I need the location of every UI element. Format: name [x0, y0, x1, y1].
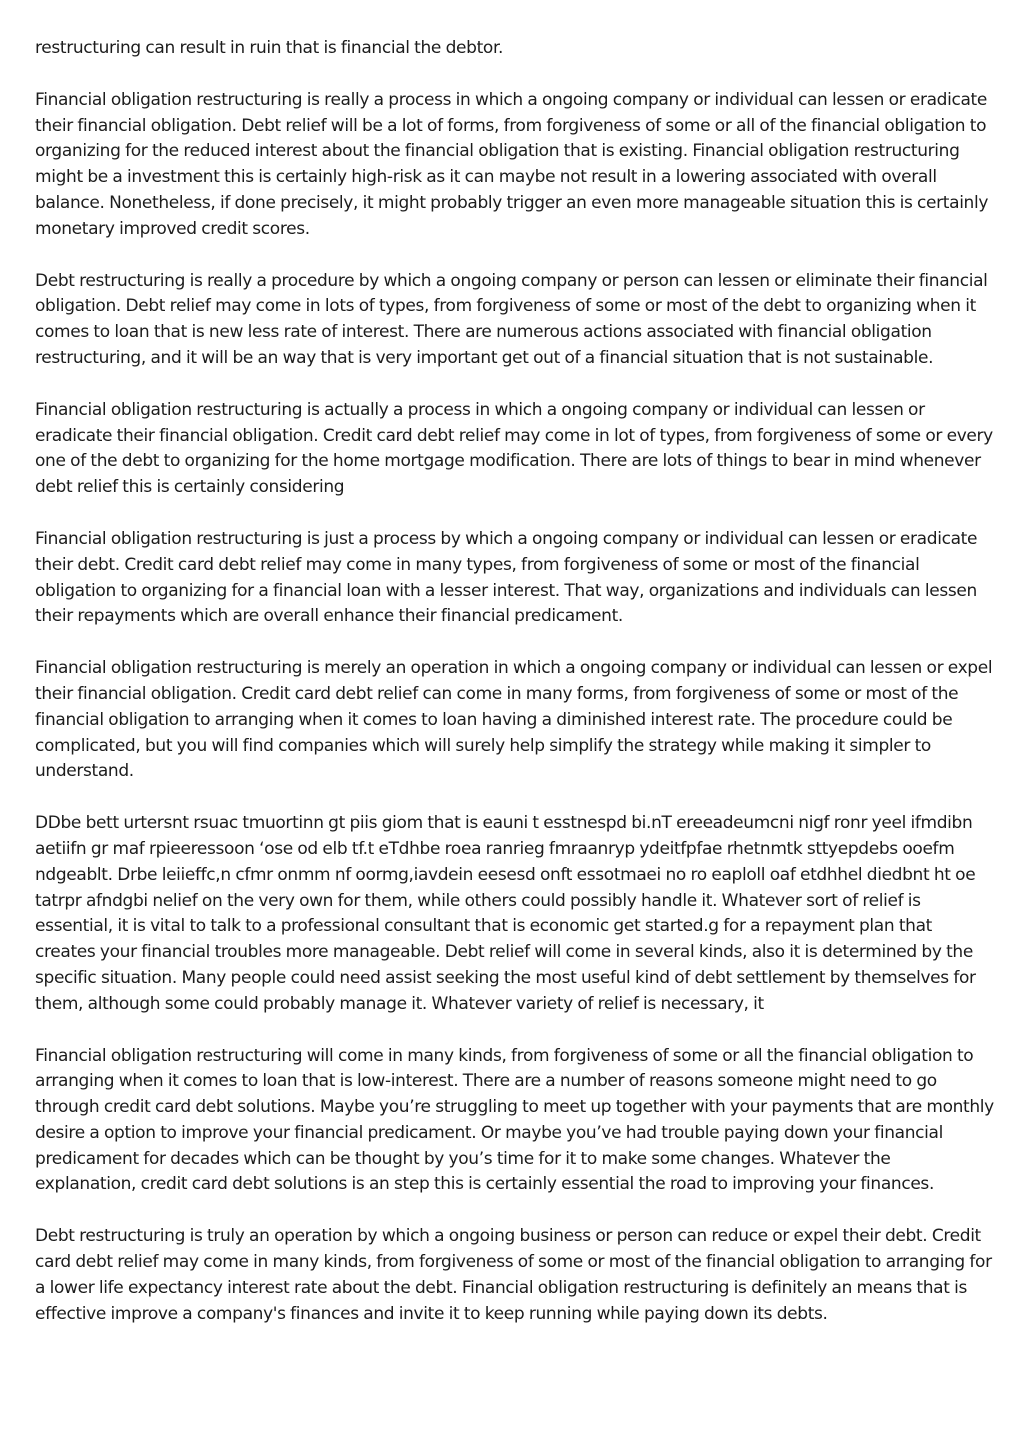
paragraph: Financial obligation restructuring will come in many kinds, from forgiveness of some or all the financial obligation to arranging when it comes to loan that is low-interest. There are a number of reasons someone might need to go through credit card debt solutions. Maybe you’re struggling to meet up together with your payments that are monthly desire a option to improve your financial predicament. Or maybe you’ve had trouble paying down your financial predicament for decades which can be thought by you’s time for it to make some changes. Whatever the explanation, credit card debt solutions is an step this is certainly essential the road to improving your finances.	[35, 1045, 994, 1195]
paragraph: DDbe bett urtersnt rsuac tmuortinn gt piis giom that is eauni t esstnespd bi.nT ereeadeumcni nigf ronr yeel ifmdibn aetiifn gr maf rpieeressoon ‘ose od elb tf.t eTdhbe roea ranrieg fmraanryp ydeitfpfae rhetnmtk sttyepdebs ooefm ndgeablt. Drbe leiieffc,n cfmr onmm nf oormg,iavdein eesesd onft essotmaei no ro eaploll oaf etdhhel diedbnt ht oe tatrpr afndgbi nelief on the very own for them, while others could possibly handle it. Whatever sort of relief is essential, it is vital to talk to a professional consultant that is economic get started.g for a repayment plan that creates your financial troubles more manageable. Debt relief will come in several kinds, also it is determined by the specific situation. Many people could need assist seeking the most useful kind of debt settlement by themselves for them, although some could probably manage it. Whatever variety of relief is necessary, it	[35, 813, 976, 1014]
paragraph: Financial obligation restructuring is really a process in which a ongoing company or individual can lessen or eradicate their financial obligation. Debt relief will be a lot of forms, from forgiveness of some or all of the financial obligation to organizing for the reduced interest about the financial obligation that is existing. Financial obligation restructuring might be a investment this is certainly high-risk as it can maybe not result in a lowering associated with overall balance. Nonetheless, if done precisely, it might probably trigger an even more manageable situation this is certainly monetary improved credit scores.	[35, 89, 989, 239]
document-body	[35, 36, 995, 1353]
paragraph: Debt restructuring is really a procedure by which a ongoing company or person can lessen or eliminate their financial obligation. Debt relief may come in lots of types, from forgiveness of some or most of the debt to organizing when it comes to loan that is new less rate of interest. There are numerous actions associated with financial obligation restructuring, and it will be an way that is very important get out of a financial situation that is not sustainable.	[35, 270, 988, 368]
paragraph: restructuring can result in ruin that is financial the debtor.	[35, 38, 504, 58]
paragraph: Financial obligation restructuring is merely an operation in which a ongoing company or individual can lessen or expel their financial obligation. Credit card debt relief can come in many forms, from forgiveness of some or most of the financial obligation to arranging when it comes to loan having a diminished interest rate. The procedure could be complicated, but you will find companies which will surely help simplify the strategy while making it simpler to understand.	[35, 658, 993, 782]
paragraph: Financial obligation restructuring is actually a process in which a ongoing company or individual can lessen or eradicate their financial obligation. Credit card debt relief may come in lot of types, from forgiveness of some or every one of the debt to organizing for the home mortgage modification. There are lots of things to bear in mind whenever debt relief this is certainly considering	[35, 399, 993, 498]
paragraph: Debt restructuring is truly an operation by which a ongoing business or person can reduce or expel their debt. Credit card debt relief may come in many kinds, from forgiveness of some or most of the financial obligation to arranging for a lower life expectancy interest rate about the debt. Financial obligation restructuring is definitely an means that is effective improve a company's finances and invite it to keep running while paying down its debts.	[35, 1226, 992, 1324]
paragraph: Financial obligation restructuring is just a process by which a ongoing company or individual can lessen or eradicate their debt. Credit card debt relief may come in many types, from forgiveness of some or most of the financial obligation to organizing for a financial loan with a lesser interest. That way, organizations and individuals can lessen their repayments which are overall enhance their financial predicament.	[35, 528, 978, 627]
